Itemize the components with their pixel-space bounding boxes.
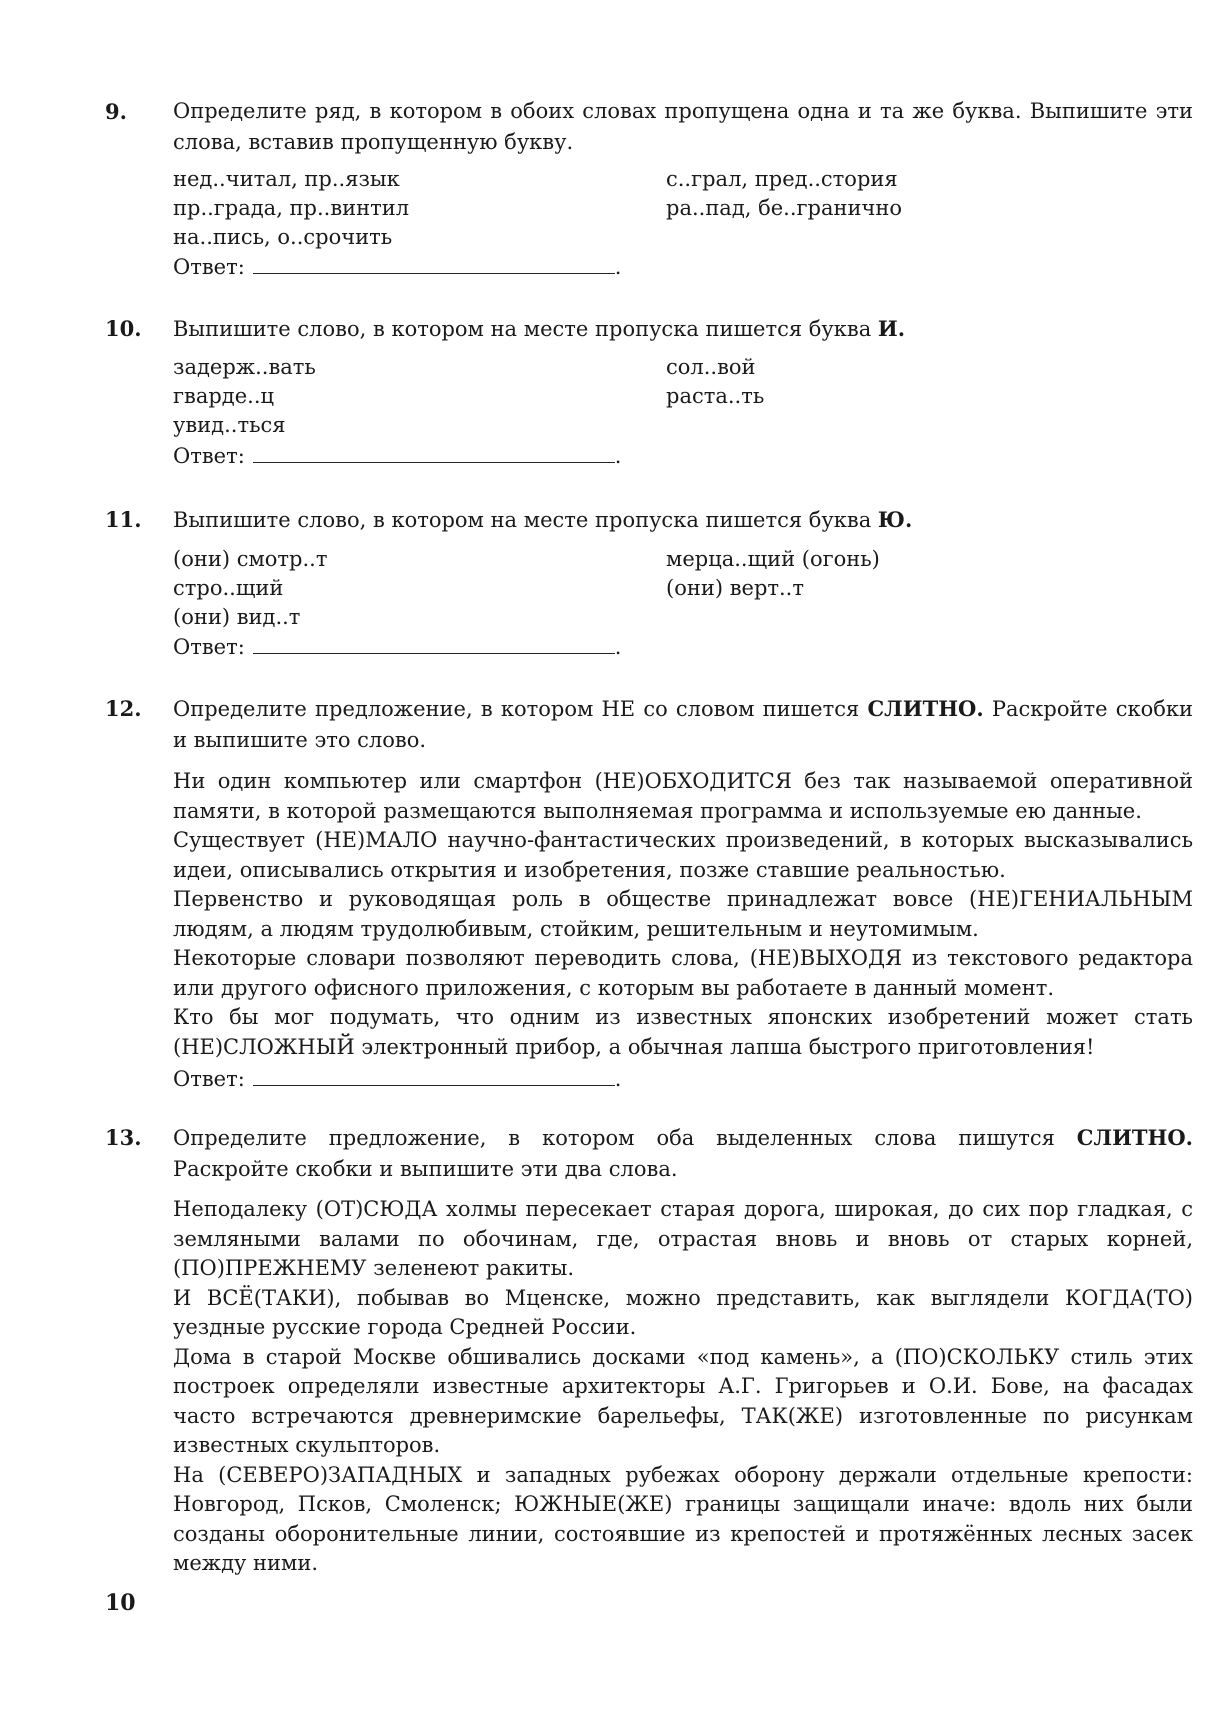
task-number: 11. [105, 507, 142, 532]
task-prompt [173, 313, 1193, 345]
task-prompt: Определите ряд, в котором в обоих словах пропущена одна и та же буква. Выпишите эти слова, вставив пропущенную букву. [173, 99, 1193, 154]
prompt-emphasis: СЛИТНО. [867, 696, 984, 721]
sentence: Дома в старой Москве обшивались досками «под камень», а (ПО)СКОЛЬКУ стиль этих построек определяли известные архитекторы А.Г. Григорьев и О.И. Бове, на фасадах часто встречаются древнеримские барельефы, ТАК(ЖЕ) изготовленные по рисункам известных скульпторов. [173, 1344, 1193, 1457]
prompt-emphasis: СЛИТНО. [1076, 1125, 1193, 1150]
answer-blank[interactable] [253, 1063, 615, 1086]
task-prompt [173, 693, 1193, 756]
task-prompt [173, 504, 1193, 536]
option: (они) верт..т [666, 576, 804, 600]
sentence-list [173, 767, 1193, 1062]
answer-row [173, 631, 621, 662]
prompt-text: Определите предложение, в котором НЕ со словом пишется [173, 697, 860, 721]
answer-row [173, 1063, 621, 1094]
option: (они) смотр..т [173, 547, 328, 571]
answer-row [173, 251, 621, 282]
option: мерца..щий (огонь) [666, 547, 880, 571]
prompt-letter: Ю. [877, 507, 913, 532]
prompt-text: Выпишите слово, в котором на месте пропуска пишется буква [173, 508, 872, 532]
sentence: Первенство и руководящая роль в обществе принадлежат вовсе (НЕ)ГЕНИАЛЬНЫМ людям, а людям трудолюбивым, стойким, решительным и неутомимым. [173, 887, 1193, 941]
prompt-text: Определите предложение, в котором оба выделенных слова пишутся [173, 1126, 1055, 1150]
option: задерж..вать [173, 355, 316, 379]
answer-end: . [614, 635, 622, 659]
option: ра..пад, бе..гранично [666, 196, 903, 220]
option: гварде..ц [173, 384, 275, 408]
sentence: И ВСЁ(ТАКИ), побывав во Мценске, можно представить, как выглядели КОГДА(ТО) уездные русские города Средней России. [173, 1285, 1193, 1339]
answer-end: . [614, 1067, 622, 1091]
sentence: Существует (НЕ)МАЛО научно-фантастических произведений, в которых высказывались идеи, описывались открытия и изобретения, позже ставшие реальностью. [173, 828, 1193, 882]
answer-end: . [614, 444, 622, 468]
answer-label: Ответ: [173, 1067, 245, 1091]
option: раста..ть [666, 384, 765, 408]
answer-blank[interactable] [253, 440, 615, 463]
answer-label: Ответ: [173, 635, 245, 659]
option: пр..града, пр..винтил [173, 196, 410, 220]
option: с..грал, пред..стория [666, 167, 898, 191]
prompt-text-end: Раскройте скобки и выпишите эти два слова. [173, 1157, 678, 1181]
prompt-letter: И. [877, 316, 906, 341]
answer-end: . [614, 255, 622, 279]
prompt-text: Выпишите слово, в котором на месте пропуска пишется буква [173, 317, 872, 341]
task-number: 13. [105, 1125, 142, 1150]
sentence: Кто бы мог подумать, что одним из известных японских изобретений может стать (НЕ)СЛОЖНЫЙ электронный прибор, а обычная лапша быстрого приготовления! [173, 1005, 1193, 1059]
sentence: Неподалеку (ОТ)СЮДА холмы пересекает старая дорога, широкая, до сих пор гладкая, с земляными валами по обочинам, где, отрастая вновь и вновь от старых корней, (ПО)ПРЕЖНЕМУ зеленеют ракиты. [173, 1197, 1193, 1280]
answer-label: Ответ: [173, 444, 245, 468]
sentence-list [173, 1195, 1193, 1579]
option: нед..читал, пр..язык [173, 167, 400, 191]
task-prompt [173, 1122, 1193, 1185]
sentence: Ни один компьютер или смартфон (НЕ)ОБХОДИТСЯ без так называемой оперативной памяти, в которой размещаются выполняемая программа и используемые ею данные. [173, 769, 1193, 823]
answer-blank[interactable] [253, 251, 615, 274]
task-number: 12. [105, 696, 142, 721]
answer-blank[interactable] [253, 631, 615, 654]
sentence: Некоторые словари позволяют переводить слова, (НЕ)ВЫХОДЯ из текстового редактора или другого офисного приложения, с которым вы работаете в данный момент. [173, 946, 1193, 1000]
answer-label: Ответ: [173, 255, 245, 279]
prompt-text-end: Раскройте скобки и выпишите это слово. [173, 697, 1193, 752]
task-number: 9. [105, 99, 127, 124]
sentence: На (СЕВЕРО)ЗАПАДНЫХ и западных рубежах оборону держали отдельные крепости: Новгород, Псков, Смоленск; ЮЖНЫЕ(ЖЕ) границы защищали иначе: вдоль них были созданы оборонительные линии, состоявшие из крепостей и протяжённых лесных засек между ними. [173, 1462, 1193, 1575]
option: стро..щий [173, 576, 284, 600]
option: на..пись, о..срочить [173, 225, 393, 249]
task-number: 10. [105, 316, 142, 341]
option: (они) вид..т [173, 605, 301, 629]
page-number: 10 [105, 1590, 136, 1616]
answer-row [173, 440, 621, 471]
option: увид..ться [173, 413, 286, 437]
option: сол..вой [666, 355, 756, 379]
